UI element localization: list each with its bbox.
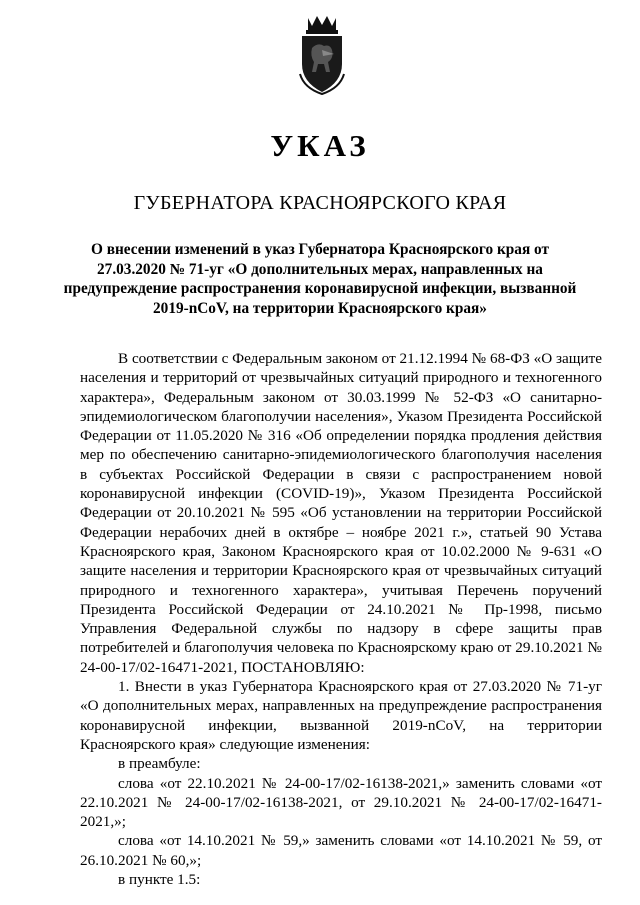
document-title: УКАЗ	[270, 128, 370, 163]
coat-of-arms-icon	[296, 14, 348, 96]
paragraph-change-2: слова «от 14.10.2021 № 59,» заменить словами «от 14.10.2021 № 59, от 26.10.2021 № 60,»;	[80, 832, 602, 869]
paragraph-change-1: слова «от 22.10.2021 № 24-00-17/02-16138-2021,» заменить словами «от 22.10.2021 № 24-00-17/02-16138-2021, от 29.10.2021 № 24-00-17/02-16471-2021,»;	[80, 774, 602, 831]
paragraph-item-1: 1. Внести в указ Губернатора Красноярского края от 27.03.2020 № 71-уг «О дополнительных мерах, направленных на предупреждение распространения коронавирусной инфекции, вызванной 2019-nCoV, на территории Красноярского края» следующие изменения:	[80, 678, 602, 753]
paragraph-preamble: В соответствии с Федеральным законом от 21.12.1994 № 68-ФЗ «О защите населения и территорий от чрезвычайных ситуаций природного и техногенного характера», Федеральным законом от 30.03.1999 № 52-ФЗ «О санитарно-эпидемиологическом благополучии населения», Указом Президента Российской Федерации от 11.05.2020 № 316 «Об определении порядка продления действия мер по обеспечению санитарно-эпидемиологического благополучия населения в субъектах Российской Федерации в связи с распространением новой коронавирусной инфекции (COVID-19)», Указом Президента Российской Федерации от 20.10.2021 № 595 «Об установлении на территории Российской Федерации нерабочих дней в октябре – ноябре 2021 г.», статьей 90 Устава Красноярского края, Законом Красноярского края от 10.02.2000 № 9-631 «О защите населения и территории Красноярского края от чрезвычайных ситуаций природного и техногенного характера», учитывая Перечень поручений Президента Российской Федерации от 24.10.2021 № Пр-1998, письмо Управления Федеральной службы по надзору в сфере защиты прав потребителей и благополучия человека по Красноярскому краю от 29.10.2021 № 24-00-17/02-16471-2021, ПОСТАНОВЛЯЮ:	[80, 350, 602, 676]
document-issuer: ГУБЕРНАТОРА КРАСНОЯРСКОГО КРАЯ	[133, 192, 507, 214]
document-heading: О внесении изменений в указ Губернатора Красноярского края от 27.03.2020 № 71-уг «О дополнительных мерах, направленных на предупреждение распространения коронавирусной инфекции, вызванной 2019-nCoV, на территории Красноярского края»	[63, 241, 577, 317]
paragraph-point-1-5: в пункте 1.5:	[118, 871, 201, 889]
document-body	[80, 349, 602, 889]
paragraph-preamble-changes: в преамбуле:	[118, 755, 201, 773]
